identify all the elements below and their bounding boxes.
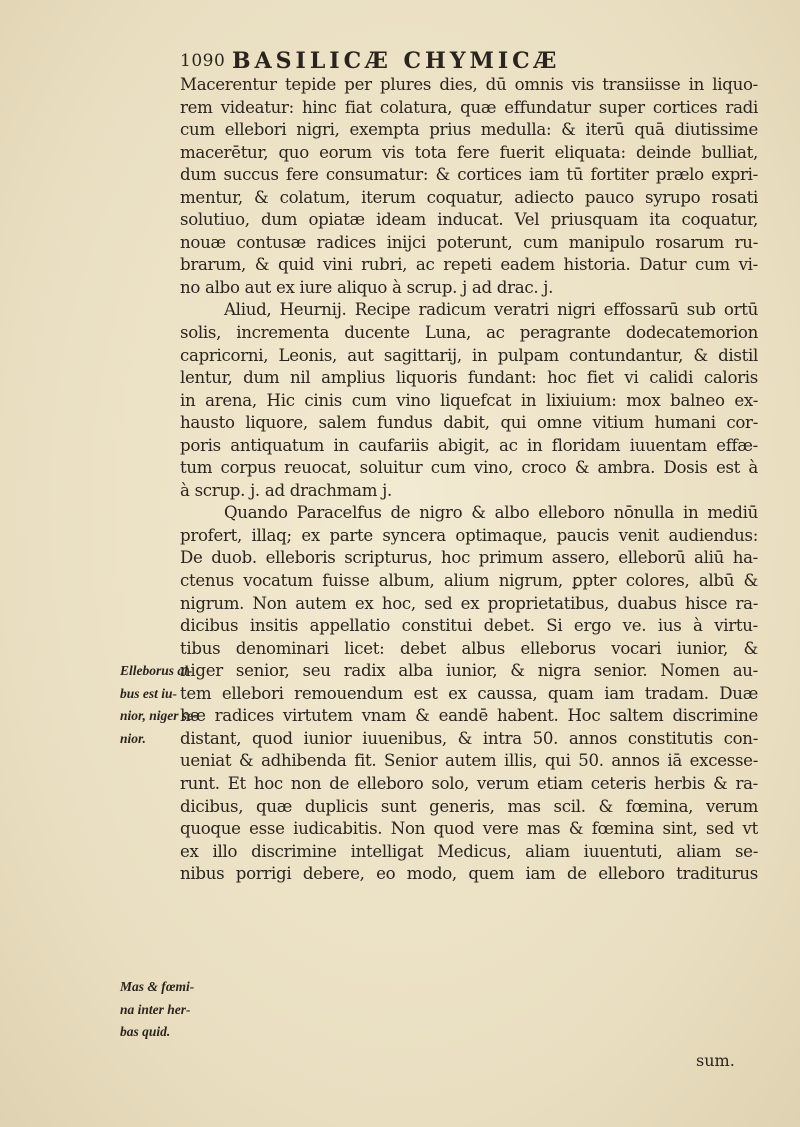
text-line: lentur, dum nil amplius liquoris fundant: hoc fiet vi calidi caloris [180, 368, 758, 388]
text-line: solis, incrementa ducente Luna, ac peragrante dodecatemorion [180, 323, 758, 343]
text-line: macerētur, quo eorum vis tota fere fuerit eliquata: deinde bulliat, [180, 142, 758, 162]
text-line: dum succus fere consumatur: & cortices iam tū fortiter prælo expri- [180, 165, 758, 185]
margin-note-line: Mas & fœmi- [120, 979, 195, 994]
text-line: no albo aut ex iure aliquo à scrup. j ad drac. j. [180, 277, 554, 297]
text-line: cum ellebori nigri, exempta prius medulla: & iterū quā diutissime [180, 120, 758, 140]
text-line: à scrup. j. ad drachmam j. [180, 480, 392, 500]
text-line: Quando Paracelfus de nigro & albo elleboro nōnulla in mediū [224, 503, 758, 523]
text-line: poris antiquatum in caufariis abigit, ac in floridam iuuentam effæ- [180, 435, 758, 455]
text-line: dicibus, quæ duplicis sunt generis, mas scil. & fœmina, verum [180, 796, 758, 816]
main-text-block [180, 74, 758, 886]
margin-note-line: Elleborus al- [120, 663, 193, 678]
text-line: ex illo discrimine intelligat Medicus, aliam iuuentuti, aliam se- [180, 841, 758, 861]
text-line: hæ radices virtutem vnam & eandē habent. Hoc saltem discrimine [180, 706, 758, 726]
page-header [180, 48, 742, 74]
margin-note-elleborus [120, 660, 198, 750]
text-line: hausto liquore, salem fundus dabit, qui omne vitium humani cor- [180, 413, 758, 433]
page-number: 1090 [180, 51, 226, 71]
margin-note-line: bus est iu- [120, 685, 178, 701]
text-line: brarum, & quid vini rubri, ac repeti eadem historia. Datur cum vi- [180, 255, 758, 275]
text-line: niger senior, seu radix alba iunior, & nigra senior. Nomen au- [180, 661, 758, 681]
text-line: ctenus vocatum fuisse album, alium nigrum, ꝑpter colores, albū & [180, 571, 758, 591]
margin-note-line: nior. [120, 730, 146, 746]
text-line: profert, illaq; ex parte syncera optimaque, paucis venit audiendus: [180, 525, 758, 545]
margin-note-line: na inter her- [120, 1001, 191, 1017]
text-line: mentur, & colatum, iterum coquatur, adiecto pauco syrupo rosati [180, 187, 758, 207]
margin-note-line: nior, niger se- [120, 708, 198, 724]
text-line: rem videatur: hinc fiat colatura, quæ effundatur super cortices radi [180, 97, 758, 117]
text-line: tibus denominari licet: debet albus elleborus vocari iunior, & [180, 638, 758, 658]
text-line: nibus porrigi debere, eo modo, quem iam de elleboro traditurus [180, 864, 758, 884]
margin-note-mas-foemina [120, 976, 195, 1044]
text-line: nigrum. Non autem ex hoc, sed ex proprietatibus, duabus hisce ra- [180, 593, 758, 613]
text-line: in arena, Hic cinis cum vino liquefcat in lixiuium: mox balneo ex- [180, 390, 758, 410]
text-line: distant, quod iunior iuuenibus, & intra 50. annos constitutis con- [180, 728, 758, 748]
text-line: dicibus insitis appellatio constitui debet. Si ergo ve. ius à virtu- [180, 616, 758, 636]
text-line: Macerentur tepide per plures dies, dū omnis vis transiisse in liquo- [180, 75, 758, 94]
text-line: runt. Et hoc non de elleboro solo, verum etiam ceteris herbis & ra- [180, 773, 758, 793]
text-line: De duob. elleboris scripturus, hoc primum assero, elleborū aliū ha- [180, 548, 758, 568]
text-line: solutiuo, dum opiatæ ideam inducat. Vel priusquam ita coquatur, [180, 210, 758, 230]
text-line: nouæ contusæ radices inijci poterunt, cum manipulo rosarum ru- [180, 232, 758, 252]
text-line: ueniat & adhibenda fit. Senior autem illis, qui 50. annos iā excesse- [180, 751, 758, 771]
running-title: BASILICÆ CHYMICÆ [232, 48, 561, 74]
text-line: capricorni, Leonis, aut sagittarij, in pulpam contundantur, & distil [180, 345, 758, 365]
margin-note-line: bas quid. [120, 1024, 171, 1040]
text-line: tum corpus reuocat, soluitur cum vino, croco & ambra. Dosis est à [180, 458, 758, 478]
text-line: tem ellebori remouendum est ex caussa, quam iam tradam. Duæ [180, 683, 758, 703]
text-line: Aliud, Heurnij. Recipe radicum veratri nigri effossarū sub ortū [224, 300, 758, 320]
text-line: quoque esse iudicabitis. Non quod vere mas & fœmina sint, sed vt [180, 819, 758, 839]
catchword: sum. [696, 1051, 735, 1070]
